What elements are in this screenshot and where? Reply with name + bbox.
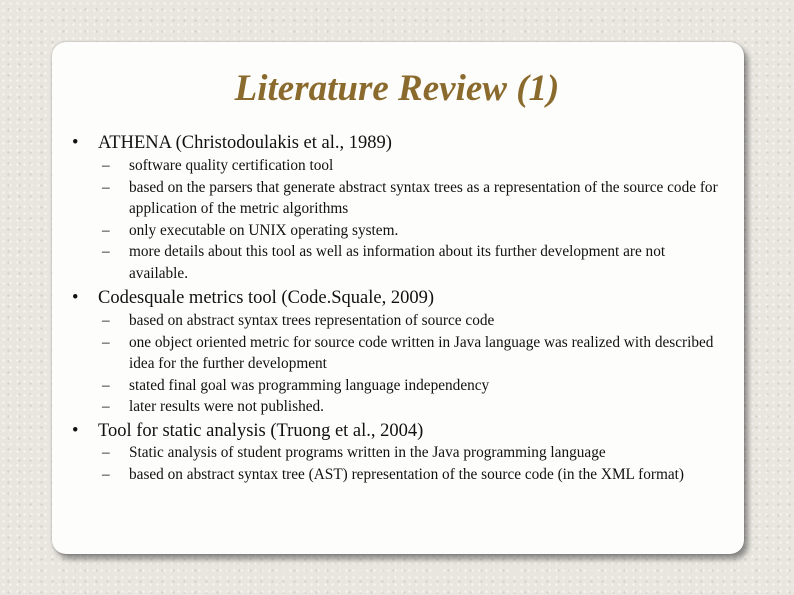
dash-icon: –: [102, 221, 110, 239]
athena-sub-list: [102, 155, 722, 284]
list-item-text: only executable on UNIX operating system.: [129, 221, 399, 239]
dash-icon: –: [102, 333, 110, 351]
list-item-text: later results were not published.: [129, 398, 324, 415]
list-item: [102, 442, 722, 464]
bullet-icon: •: [72, 421, 79, 441]
list-item-text: one object oriented metric for source code written in Java language was realized with described idea for the further development: [129, 333, 714, 372]
list-item: [102, 375, 722, 397]
list-item-text: based on the parsers that generate abstract syntax trees as a representation of the source code for application of the metric algorithms: [129, 178, 718, 217]
section-heading: Codesquale metrics tool (Code.Squale, 2009): [98, 288, 435, 308]
dash-icon: –: [102, 157, 110, 174]
dash-icon: –: [102, 465, 110, 483]
list-item: [102, 155, 722, 177]
bullet-icon: •: [72, 288, 79, 308]
dash-icon: –: [102, 376, 110, 394]
codesquale-sub-list: [102, 310, 722, 418]
list-item-text: Static analysis of student programs written in the Java programming language: [129, 444, 606, 461]
slide-title: Literature Review (1): [234, 68, 560, 109]
list-item-text: more details about this tool as well as information about its further development are not available.: [129, 243, 666, 282]
list-item: [102, 241, 722, 284]
section-heading: Tool for static analysis (Truong et al., 2004): [98, 421, 424, 441]
dash-icon: –: [102, 243, 110, 260]
dash-icon: –: [102, 398, 110, 415]
list-item: [102, 177, 722, 220]
list-item: [102, 310, 722, 332]
list-item-text: stated final goal was programming language independency: [129, 376, 490, 394]
list-item: [102, 464, 722, 486]
static-analysis-sub-list: [102, 442, 722, 485]
list-item-text: based on abstract syntax trees representation of source code: [129, 312, 495, 329]
section-heading: ATHENA (Christodoulakis et al., 1989): [98, 133, 392, 153]
list-item-text: based on abstract syntax tree (AST) representation of the source code (in the XML format): [129, 465, 685, 483]
list-item: [102, 396, 722, 418]
dash-icon: –: [102, 444, 110, 461]
list-item: [102, 220, 722, 242]
list-item: [102, 332, 722, 375]
dash-icon: –: [102, 312, 110, 329]
dash-icon: –: [102, 178, 110, 196]
list-item-text: software quality certification tool: [129, 157, 334, 174]
bullet-icon: •: [72, 133, 79, 153]
